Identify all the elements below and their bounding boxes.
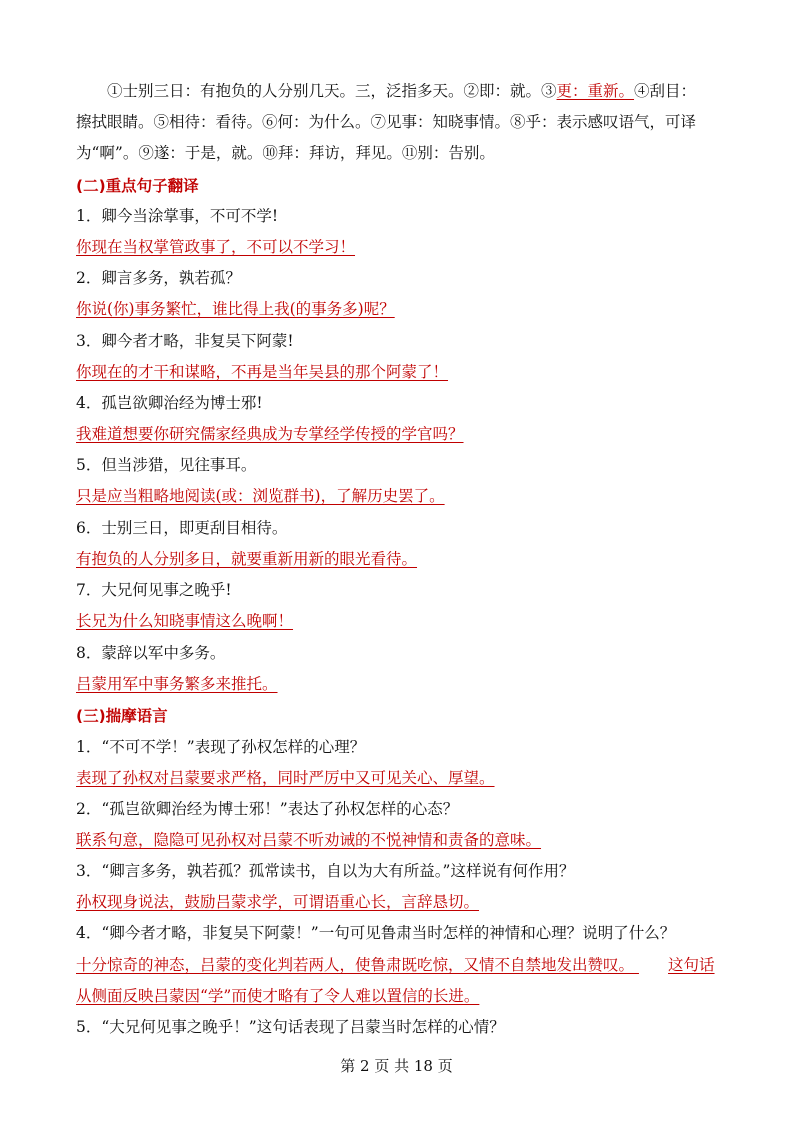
question: 4．孤岂欲卿治经为博士邪!: [76, 394, 263, 412]
question: 8．蒙辞以军中多务。: [76, 644, 226, 662]
question: 3．卿今者才略，非复吴下阿蒙!: [76, 332, 294, 350]
question: 1．卿今当涂掌事，不可不学!: [76, 207, 279, 225]
question: 4．“卿今者才略，非复吴下阿蒙！”一句可见鲁肃当时怎样的神情和心理？说明了什么？: [76, 924, 676, 942]
answer-gap: [634, 955, 668, 975]
answer: 这句话: [668, 956, 715, 974]
section-heading-language: (三)揣摩语言: [76, 707, 168, 725]
answer: 你现在的才干和谋略，不再是当年吴县的那个阿蒙了！: [76, 363, 449, 381]
notes-answer: 更：重新。: [556, 82, 635, 100]
page-footer: 第 2 页 共 18 页: [340, 1057, 453, 1075]
answer: 十分惊奇的神态，吕蒙的变化判若两人，使鲁肃既吃惊，又情不自禁地发出赞叹。: [76, 956, 635, 974]
question: 5．“大兄何见事之晚乎！”这句话表现了吕蒙当时怎样的心情？: [76, 1018, 505, 1036]
notes-text: ①士别三日：有抱负的人分别几天。三，泛指多天。②即：就。③: [107, 82, 557, 100]
question: 6．士别三日，即更刮目相待。: [76, 519, 288, 537]
notes-text: ④刮目：: [634, 82, 697, 100]
answer: 联系句意，隐隐可见孙权对吕蒙不听劝诫的不悦神情和责备的意味。: [76, 831, 542, 849]
answer: 有抱负的人分别多日，就要重新用新的眼光看待。: [76, 550, 418, 568]
answer-line: [76, 955, 715, 975]
answer: 你说(你)事务繁忙，谁比得上我(的事务多)呢？: [76, 300, 395, 318]
answer: 我难道想要你研究儒家经典成为专掌经学传授的学官吗？: [76, 425, 464, 443]
answer: 只是应当粗略地阅读(或：浏览群书)，了解历史罢了。: [76, 487, 445, 505]
question: 3．“卿言多务，孰若孤？孤常读书，自以为大有所益。”这样说有何作用？: [76, 862, 575, 880]
question: 5．但当涉猎，见往事耳。: [76, 456, 257, 474]
question: 1．“不可不学！”表现了孙权怎样的心理？: [76, 738, 366, 756]
question: 7．大兄何见事之晚乎!: [76, 581, 232, 599]
notes-line-1: [107, 81, 696, 101]
notes-line-2: 擦拭眼睛。⑤相待：看待。⑥何：为什么。⑦见事：知晓事情。⑧乎：表示感叹语气，可译: [76, 113, 697, 131]
question: 2．卿言多务，孰若孤？: [76, 269, 241, 287]
notes-line-3: 为“啊”。⑨遂：于是，就。⑩拜：拜访，拜见。⑪别：告别。: [76, 144, 495, 162]
answer: 你现在当权掌管政事了，不可以不学习！: [76, 238, 356, 256]
answer: 长兄为什么知晓事情这么晚啊！: [76, 612, 294, 630]
answer: 从侧面反映吕蒙因“学”而使才略有了令人难以置信的长进。: [76, 987, 480, 1005]
question: 2．“孤岂欲卿治经为博士邪！”表达了孙权怎样的心态？: [76, 800, 459, 818]
answer: 孙权现身说法，鼓励吕蒙求学，可谓语重心长，言辞恳切。: [76, 893, 480, 911]
answer: 表现了孙权对吕蒙要求严格，同时严厉中又可见关心、厚望。: [76, 769, 495, 787]
section-heading-translation: (二)重点句子翻译: [76, 177, 199, 195]
answer: 吕蒙用军中事务繁多来推托。: [76, 675, 278, 693]
